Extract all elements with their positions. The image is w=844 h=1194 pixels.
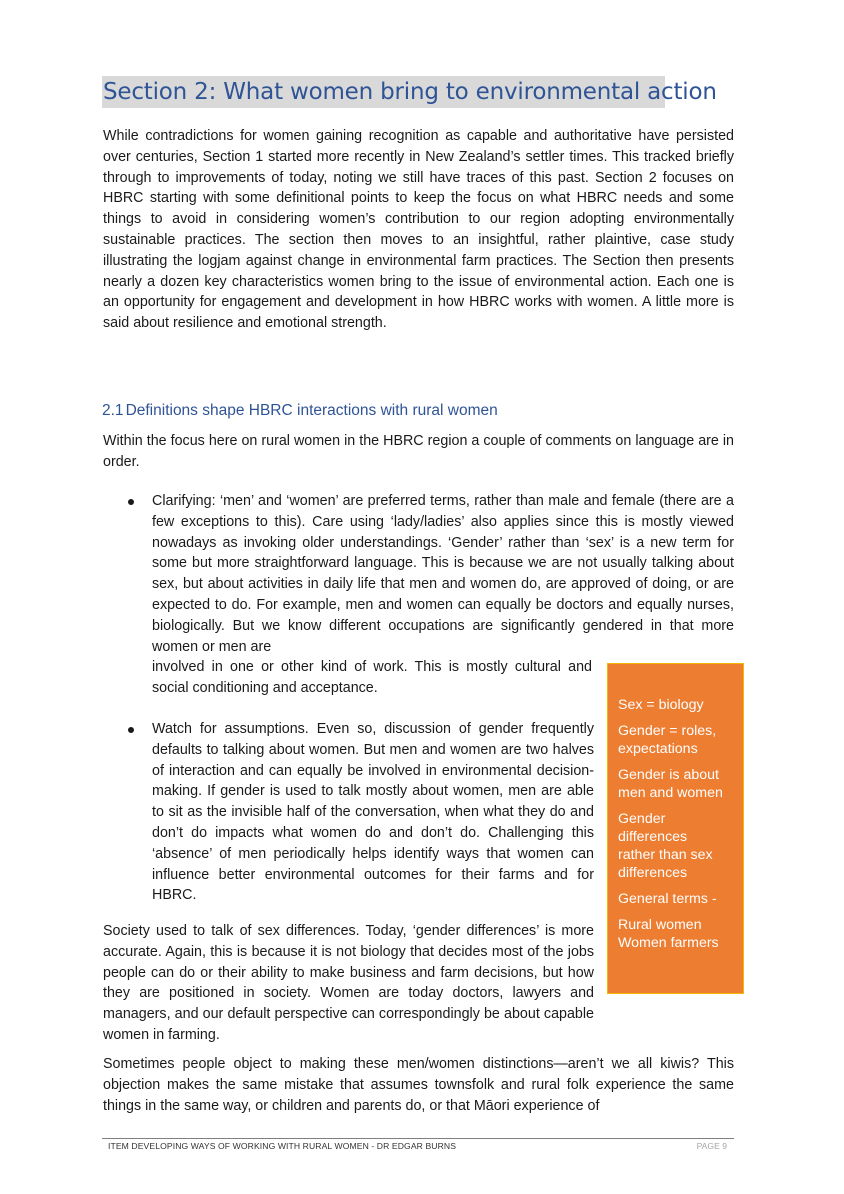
bullet-watch-text: Watch for assumptions. Even so, discussion of gender frequently defaults to talking about women. But men and women are two halves of interaction and can equally be involved in environmental decision-making. If gender is used to talk mostly about women, men are able to sit as the invisible half of the conversation, when what they do and don’t do impacts what women do and don’t do. Challenging this ‘absence’ of men periodically helps identify ways that women can influence better environmental outcomes for their farms and for HBRC. <box>152 720 594 904</box>
callout-item: Gender differences rather than sex differences <box>618 811 713 881</box>
footer-divider <box>102 1138 734 1139</box>
list-item <box>128 719 594 906</box>
callout-item: General terms - <box>618 891 717 907</box>
subsection-heading <box>102 401 498 421</box>
subsection-number: 2.1 <box>102 402 124 419</box>
intro-paragraph: While contradictions for women gaining recognition as capable and authoritative have persisted over centuries, Section 1 started more recently in New Zealand’s settler times. This tracked briefly through to improvements of today, noting we still have traces of this past. Section 2 focuses on HBRC starting with some definitional points to keep the focus on what HBRC needs and some things to avoid in considering women’s contribution to our region adopting environmentally sustainable practices. The section then moves to an insightful, rather plaintive, case study illustrating the logjam against change in environmental farm practices. The Section then presents nearly a dozen key characteristics women bring to the issue of environmental action. Each one is an opportunity for engagement and development in how HBRC works with women. A little more is said about resilience and emotional strength. <box>103 128 734 332</box>
callout-item: Rural women Women farmers <box>618 917 719 951</box>
within-paragraph: Within the focus here on rural women in the HBRC region a couple of comments on language are in order. <box>103 433 734 470</box>
sometimes-paragraph: Sometimes people object to making these men/women distinctions—aren’t we all kiwis? This objection makes the same mistake that assumes townsfolk and rural folk experience the same things in the same way, or children and parents do, or that Māori experience of <box>103 1056 734 1114</box>
footer-title: ITEM DEVELOPING WAYS OF WORKING WITH RURAL WOMEN - DR EDGAR BURNS <box>108 1141 457 1151</box>
gender-terms-callout <box>607 663 744 994</box>
bullet-icon <box>128 499 134 505</box>
section-heading: Section 2: What women bring to environmental action <box>102 76 665 108</box>
bullet-clarifying-text: Clarifying: ‘men’ and ‘women’ are preferred terms, rather than male and female (there are a few exceptions to this). Care using ‘lady/ladies’ also applies since this is mostly viewed nowadays as invoking older understandings. ‘Gender’ rather than ‘sex’ is a new term for some but more straightforward language. This is because we are not usually talking about sex, but about activities in daily life that men and women do, are approved of doing, or are expected to do. For example, men and women can equally be doctors and equally nurses, biologically. But we know different occupations are significantly gendered in that more women or men are <box>152 493 734 655</box>
society-paragraph: Society used to talk of sex differences. Today, ‘gender differences’ is more accurate. Again, this is because it is not biology that decides most of the jobs people can do or their ability to make business and farm decisions, but how they are positioned in society. Women are today doctors, lawyers and managers, and our default perspective can correspondingly be about capable women in farming. <box>103 923 594 1043</box>
page-number: PAGE 9 <box>696 1141 727 1151</box>
subsection-title: Definitions shape HBRC interactions with rural women <box>125 402 498 419</box>
bullet-clarifying-continued: involved in one or other kind of work. This is mostly cultural and social conditioning and acceptance. <box>152 659 592 697</box>
bullet-icon <box>128 727 134 733</box>
callout-item: Sex = biology <box>618 697 704 713</box>
callout-item: Gender is about men and women <box>618 767 723 801</box>
callout-item: Gender = roles, expectations <box>618 723 717 757</box>
